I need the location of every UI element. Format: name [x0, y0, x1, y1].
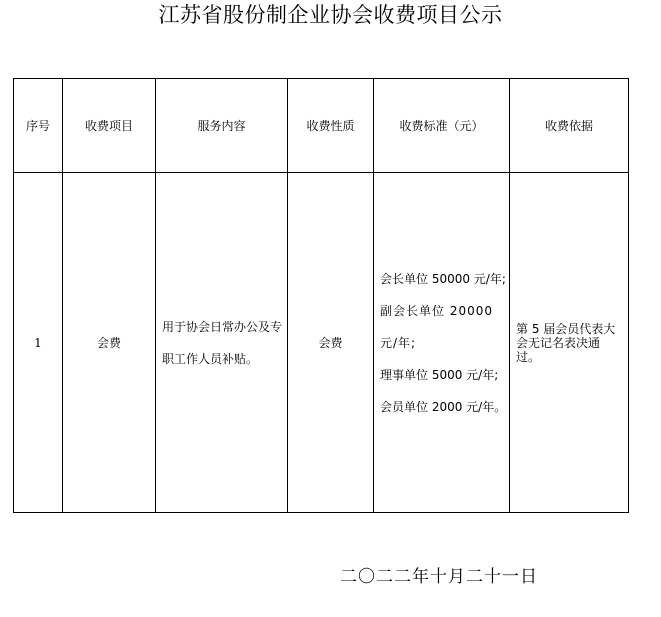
header-cell-no: 序号: [14, 79, 63, 173]
header-cell-item: 收费项目: [63, 79, 156, 173]
cell-no: 1: [14, 173, 63, 513]
standard-line-member: 会员单位 2000 元/年。: [380, 399, 507, 414]
header-cell-nature: 收费性质: [288, 79, 374, 173]
table-row: [14, 173, 629, 513]
cell-standard: [374, 173, 510, 513]
standard-line-president: 会长单位 50000 元/年;: [380, 271, 506, 286]
header-cell-service: 服务内容: [156, 79, 288, 173]
cell-basis: 第 5 届会员代表大会无记名表决通过。: [510, 173, 629, 513]
cell-item: 会费: [63, 173, 156, 513]
cell-nature: 会费: [288, 173, 374, 513]
announcement-date: 二〇二二年十月二十一日: [340, 567, 538, 587]
fee-table: [13, 78, 629, 513]
header-cell-basis: 收费依据: [510, 79, 629, 173]
table-header-row: [14, 79, 629, 173]
cell-service: 用于协会日常办公及专职工作人员补贴。: [156, 173, 288, 513]
header-cell-standard: 收费标准（元）: [374, 79, 510, 173]
standard-line-vice-president: 副会长单位 20000 元/年;: [380, 303, 493, 350]
page-title: 江苏省股份制企业协会收费项目公示: [158, 3, 503, 27]
standard-line-director: 理事单位 5000 元/年;: [380, 367, 499, 382]
